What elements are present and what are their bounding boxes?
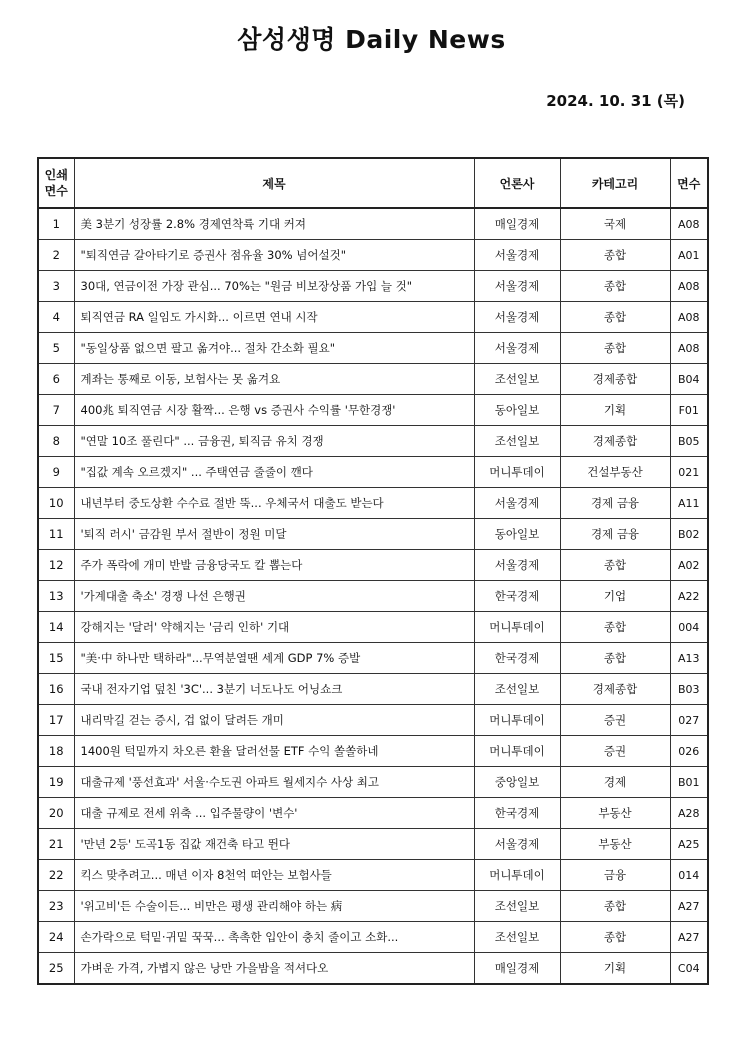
row-number: 19 xyxy=(38,767,74,798)
category: 국제 xyxy=(560,208,670,240)
article-title: 손가락으로 턱밑·귀밑 꾹꾹... 촉촉한 입안이 충치 줄이고 소화... xyxy=(74,922,474,953)
page-number: A08 xyxy=(670,302,708,333)
press-name: 한국경제 xyxy=(474,798,560,829)
press-name: 머니투데이 xyxy=(474,736,560,767)
page-number: B04 xyxy=(670,364,708,395)
press-name: 조선일보 xyxy=(474,922,560,953)
press-name: 조선일보 xyxy=(474,364,560,395)
press-name: 조선일보 xyxy=(474,891,560,922)
page-number: A08 xyxy=(670,208,708,240)
page-number: B01 xyxy=(670,767,708,798)
press-name: 서울경제 xyxy=(474,240,560,271)
row-number: 4 xyxy=(38,302,74,333)
article-title: 계좌는 통째로 이동, 보험사는 못 옮겨요 xyxy=(74,364,474,395)
press-name: 매일경제 xyxy=(474,208,560,240)
row-number: 5 xyxy=(38,333,74,364)
category: 종합 xyxy=(560,240,670,271)
row-number: 18 xyxy=(38,736,74,767)
table-row xyxy=(38,581,708,612)
page-number: A02 xyxy=(670,550,708,581)
row-number: 23 xyxy=(38,891,74,922)
article-title: 퇴직연금 RA 일임도 가시화... 이르면 연내 시작 xyxy=(74,302,474,333)
category: 종합 xyxy=(560,922,670,953)
row-number: 24 xyxy=(38,922,74,953)
category: 종합 xyxy=(560,643,670,674)
document-date: 2024. 10. 31 (목) xyxy=(546,92,685,110)
table-row xyxy=(38,240,708,271)
article-title: 국내 전자기업 덮친 '3C'... 3분기 너도나도 어닝쇼크 xyxy=(74,674,474,705)
press-name: 서울경제 xyxy=(474,302,560,333)
press-name: 동아일보 xyxy=(474,395,560,426)
table-row xyxy=(38,736,708,767)
page-number: C04 xyxy=(670,953,708,985)
row-number: 17 xyxy=(38,705,74,736)
row-number: 6 xyxy=(38,364,74,395)
page-number: A28 xyxy=(670,798,708,829)
article-title: 강해지는 '달러' 약해지는 '금리 인하' 기대 xyxy=(74,612,474,643)
row-number: 20 xyxy=(38,798,74,829)
table-row xyxy=(38,488,708,519)
row-number: 11 xyxy=(38,519,74,550)
press-name: 조선일보 xyxy=(474,674,560,705)
header-page: 면수 xyxy=(670,158,708,208)
table-row xyxy=(38,674,708,705)
press-name: 중앙일보 xyxy=(474,767,560,798)
category: 경제 금융 xyxy=(560,488,670,519)
table-row xyxy=(38,302,708,333)
category: 종합 xyxy=(560,612,670,643)
press-name: 서울경제 xyxy=(474,550,560,581)
page-number: B05 xyxy=(670,426,708,457)
table-row xyxy=(38,395,708,426)
category: 종합 xyxy=(560,550,670,581)
table-header-row xyxy=(38,158,708,208)
news-table-body xyxy=(38,208,708,984)
header-press: 언론사 xyxy=(474,158,560,208)
press-name: 서울경제 xyxy=(474,333,560,364)
table-row xyxy=(38,922,708,953)
press-name: 매일경제 xyxy=(474,953,560,985)
table-row xyxy=(38,643,708,674)
press-name: 머니투데이 xyxy=(474,860,560,891)
article-title: 400兆 퇴직연금 시장 활짝... 은행 vs 증권사 수익률 '무한경쟁' xyxy=(74,395,474,426)
page-number: F01 xyxy=(670,395,708,426)
press-name: 서울경제 xyxy=(474,829,560,860)
row-number: 1 xyxy=(38,208,74,240)
table-row xyxy=(38,208,708,240)
article-title: 30대, 연금이전 가장 관심... 70%는 "원금 비보장상품 가입 늘 것" xyxy=(74,271,474,302)
press-name: 한국경제 xyxy=(474,643,560,674)
page-number: A08 xyxy=(670,333,708,364)
press-name: 한국경제 xyxy=(474,581,560,612)
row-number: 3 xyxy=(38,271,74,302)
press-name: 머니투데이 xyxy=(474,705,560,736)
page-number: A11 xyxy=(670,488,708,519)
article-title: '퇴직 러시' 금감원 부서 절반이 정원 미달 xyxy=(74,519,474,550)
row-number: 12 xyxy=(38,550,74,581)
category: 종합 xyxy=(560,891,670,922)
row-number: 2 xyxy=(38,240,74,271)
article-title: 대출규제 '풍선효과' 서울·수도권 아파트 월세지수 사상 최고 xyxy=(74,767,474,798)
page-number: B03 xyxy=(670,674,708,705)
category: 경제 금융 xyxy=(560,519,670,550)
table-row xyxy=(38,426,708,457)
article-title: "퇴직연금 갈아타기로 증권사 점유율 30% 넘어설것" xyxy=(74,240,474,271)
table-row xyxy=(38,798,708,829)
article-title: 美 3분기 성장률 2.8% 경제연착륙 기대 커져 xyxy=(74,208,474,240)
page-number: A08 xyxy=(670,271,708,302)
category: 종합 xyxy=(560,302,670,333)
table-row xyxy=(38,860,708,891)
article-title: "동일상품 없으면 팔고 옮겨야... 절차 간소화 필요" xyxy=(74,333,474,364)
article-title: "집값 계속 오르겠지" ... 주택연금 줄줄이 깬다 xyxy=(74,457,474,488)
article-title: 가벼운 가격, 가볍지 않은 낭만 가을밤을 적셔다오 xyxy=(74,953,474,985)
article-title: 1400원 턱밑까지 차오른 환율 달러선물 ETF 수익 쏠쏠하네 xyxy=(74,736,474,767)
table-row xyxy=(38,612,708,643)
row-number: 22 xyxy=(38,860,74,891)
category: 경제종합 xyxy=(560,674,670,705)
table-row xyxy=(38,767,708,798)
page-number: A25 xyxy=(670,829,708,860)
document-title: 삼성생명 Daily News xyxy=(237,25,506,54)
category: 경제종합 xyxy=(560,364,670,395)
row-number: 25 xyxy=(38,953,74,985)
article-title: '위고비'든 수술이든... 비만은 평생 관리해야 하는 病 xyxy=(74,891,474,922)
page-number: B02 xyxy=(670,519,708,550)
article-title: 내년부터 중도상환 수수료 절반 뚝... 우체국서 대출도 받는다 xyxy=(74,488,474,519)
category: 기획 xyxy=(560,953,670,985)
article-title: 내리막길 걷는 증시, 겁 없이 달려든 개미 xyxy=(74,705,474,736)
table-row xyxy=(38,457,708,488)
table-row xyxy=(38,705,708,736)
header-print-page: 인쇄 면수 xyxy=(38,158,74,208)
press-name: 조선일보 xyxy=(474,426,560,457)
category: 부동산 xyxy=(560,798,670,829)
page-number: A13 xyxy=(670,643,708,674)
article-title: 주가 폭락에 개미 반발 금융당국도 칼 뽑는다 xyxy=(74,550,474,581)
row-number: 21 xyxy=(38,829,74,860)
table-row xyxy=(38,333,708,364)
header-category: 카테고리 xyxy=(560,158,670,208)
header-title: 제목 xyxy=(74,158,474,208)
page-number: A01 xyxy=(670,240,708,271)
row-number: 16 xyxy=(38,674,74,705)
row-number: 7 xyxy=(38,395,74,426)
category: 부동산 xyxy=(560,829,670,860)
table-row xyxy=(38,364,708,395)
table-row xyxy=(38,891,708,922)
category: 기업 xyxy=(560,581,670,612)
press-name: 서울경제 xyxy=(474,271,560,302)
press-name: 머니투데이 xyxy=(474,457,560,488)
page-number: 027 xyxy=(670,705,708,736)
table-row xyxy=(38,550,708,581)
row-number: 14 xyxy=(38,612,74,643)
page-number: 004 xyxy=(670,612,708,643)
category: 기획 xyxy=(560,395,670,426)
category: 금융 xyxy=(560,860,670,891)
page-number: A27 xyxy=(670,891,708,922)
category: 종합 xyxy=(560,333,670,364)
category: 경제 xyxy=(560,767,670,798)
category: 건설부동산 xyxy=(560,457,670,488)
table-row xyxy=(38,953,708,985)
page-number: 021 xyxy=(670,457,708,488)
category: 증권 xyxy=(560,736,670,767)
category: 종합 xyxy=(560,271,670,302)
press-name: 서울경제 xyxy=(474,488,560,519)
row-number: 10 xyxy=(38,488,74,519)
page-number: A22 xyxy=(670,581,708,612)
table-row xyxy=(38,271,708,302)
page-number: 014 xyxy=(670,860,708,891)
article-title: 킥스 맞추려고... 매년 이자 8천억 떠안는 보험사들 xyxy=(74,860,474,891)
row-number: 15 xyxy=(38,643,74,674)
category: 증권 xyxy=(560,705,670,736)
article-title: '가계대출 축소' 경쟁 나선 은행권 xyxy=(74,581,474,612)
row-number: 8 xyxy=(38,426,74,457)
article-title: "연말 10조 풀린다" ... 금융권, 퇴직금 유치 경쟁 xyxy=(74,426,474,457)
row-number: 9 xyxy=(38,457,74,488)
row-number: 13 xyxy=(38,581,74,612)
article-title: "美·中 하나만 택하라"...무역분열땐 세계 GDP 7% 증발 xyxy=(74,643,474,674)
press-name: 머니투데이 xyxy=(474,612,560,643)
article-title: 대출 규제로 전세 위축 ... 입주물량이 '변수' xyxy=(74,798,474,829)
page-number: A27 xyxy=(670,922,708,953)
table-row xyxy=(38,519,708,550)
page-number: 026 xyxy=(670,736,708,767)
press-name: 동아일보 xyxy=(474,519,560,550)
article-title: '만년 2등' 도곡1동 집값 재건축 타고 뛴다 xyxy=(74,829,474,860)
news-table xyxy=(37,157,709,985)
category: 경제종합 xyxy=(560,426,670,457)
table-row xyxy=(38,829,708,860)
